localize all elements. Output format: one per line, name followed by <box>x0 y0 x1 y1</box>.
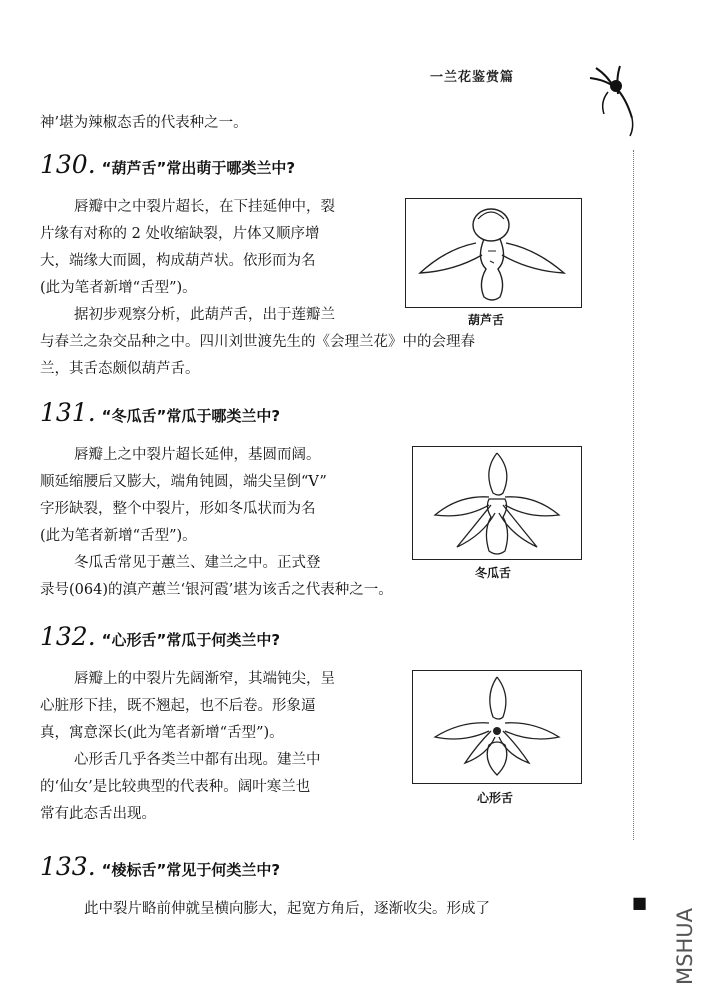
paragraph-line: 字形缺裂，整个中裂片，形如冬瓜状而为名 <box>40 501 316 517</box>
section-title: “冬瓜舌”常瓜于哪类兰中? <box>101 407 281 425</box>
paragraph-line: 冬瓜舌常见于蕙兰、建兰之中。正式登 <box>74 555 321 571</box>
section-title: “葫芦舌”常出萌于哪类兰中? <box>101 159 296 177</box>
paragraph-line: 此中裂片略前伸就呈横向膨大，起宽方角后，逐渐收尖。形成了 <box>84 901 490 917</box>
paragraph-line: 录号(064)的滇产蕙兰‘银河霞’堪为该舌之代表种之一。 <box>40 582 393 598</box>
paragraph-line: 真，寓意深长(此为笔者新增“舌型”)。 <box>40 725 284 741</box>
running-header: 一兰花鉴赏篇 <box>430 70 515 85</box>
orchid-ornament-icon <box>586 58 642 138</box>
page-side-mark: ■ <box>632 893 648 912</box>
watermark: MSHUA <box>673 908 697 985</box>
paragraph-line: 与春兰之杂交品种之中。四川刘世渡先生的《会理兰花》中的会理春 <box>40 334 475 350</box>
section-number: 130. <box>40 150 96 179</box>
orchid-gourd-illustration-icon <box>406 199 581 307</box>
paragraph-line: 顺延缩腰后又膨大，端角钝圆，端尖呈倒“V” <box>40 474 327 490</box>
paragraph-line: 唇瓣上的中裂片先阔渐窄，其端钝尖，呈 <box>74 671 335 687</box>
figure-caption: 心形舌 <box>477 791 514 805</box>
paragraph-line: (此为笔者新增“舌型”)。 <box>40 280 197 296</box>
paragraph-line: 片缘有对称的 2 处收缩缺裂，片体又顺序增 <box>40 226 320 242</box>
paragraph-line: 据初步观察分析，此葫芦舌，出于莲瓣兰 <box>74 307 335 323</box>
margin-dotted-rule <box>633 150 634 840</box>
section-130-heading <box>40 150 295 179</box>
section-number: 131. <box>40 398 96 427</box>
paragraph-line: 唇瓣中之中裂片超长，在下挂延伸中，裂 <box>74 199 335 215</box>
paragraph-line: 的‘仙女’是比较典型的代表种。阔叶寒兰也 <box>40 779 311 795</box>
section-number: 133. <box>40 852 96 881</box>
orchid-winter-melon-illustration-icon <box>413 447 581 559</box>
section-131-heading <box>40 398 280 427</box>
intro-line: 神’堪为辣椒态舌的代表种之一。 <box>40 115 248 131</box>
section-133-heading <box>40 852 280 881</box>
section-title: “心形舌”常瓜于何类兰中? <box>101 631 281 649</box>
paragraph-line: 兰，其舌态颇似葫芦舌。 <box>40 361 200 377</box>
figure-caption: 冬瓜舌 <box>475 566 512 580</box>
figure-gourd-tongue <box>405 198 582 308</box>
figure-winter-melon-tongue <box>412 446 582 560</box>
figure-heart-tongue <box>412 670 582 784</box>
figure-caption: 葫芦舌 <box>468 313 505 327</box>
paragraph-line: 常有此态舌出现。 <box>40 806 156 822</box>
section-132-heading <box>40 622 280 651</box>
paragraph-line: 唇瓣上之中裂片超长延伸，基圆而阔。 <box>74 447 321 463</box>
paragraph-line: 心形舌几乎各类兰中都有出现。建兰中 <box>74 752 321 768</box>
paragraph-line: 大，端缘大而圆，构成葫芦状。依形而为名 <box>40 253 316 269</box>
paragraph-line: 心脏形下挂，既不翘起，也不后卷。形象逼 <box>40 698 316 714</box>
orchid-heart-illustration-icon <box>413 671 581 783</box>
paragraph-line: (此为笔者新增“舌型”)。 <box>40 528 197 544</box>
section-title: “棱标舌”常见于何类兰中? <box>101 861 281 879</box>
section-number: 132. <box>40 622 96 651</box>
